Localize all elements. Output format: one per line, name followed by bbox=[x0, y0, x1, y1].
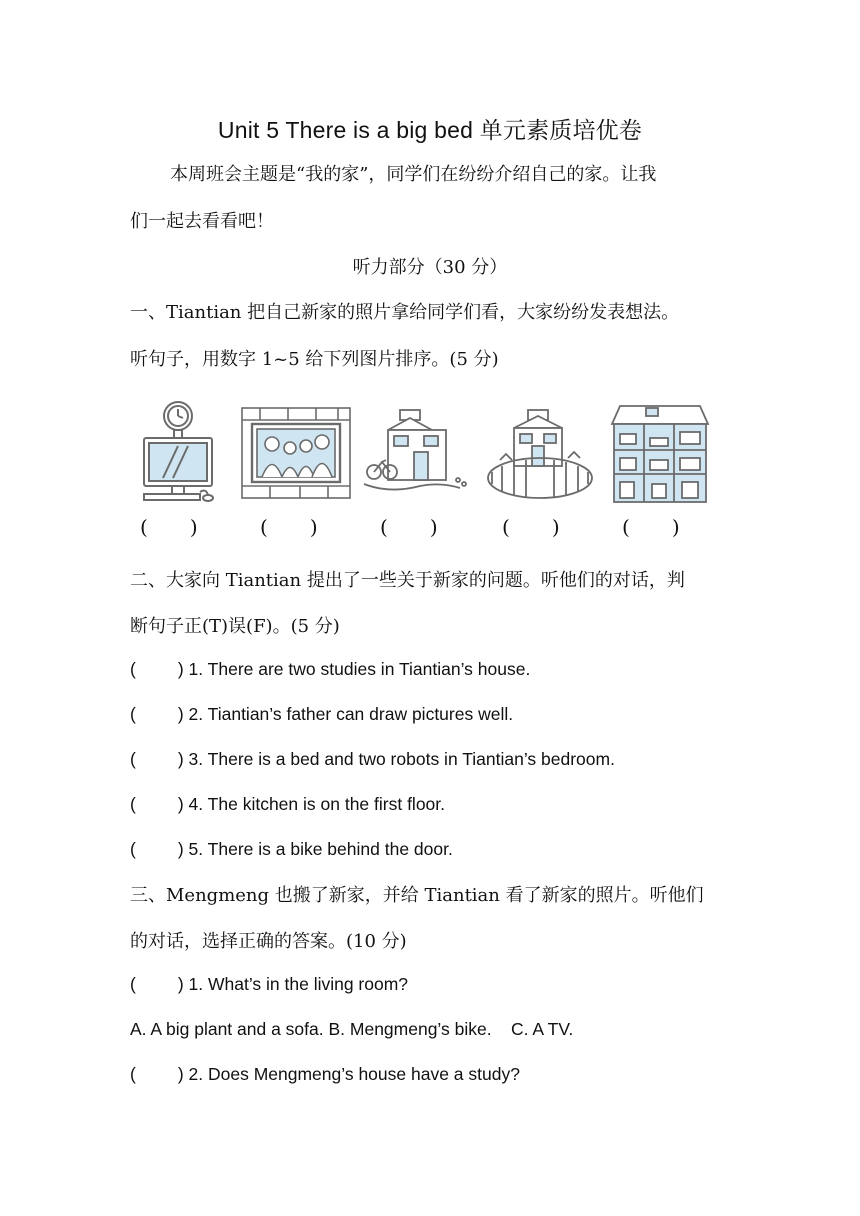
tf-item-1: ( ) 1. There are two studies in Tiantian’s house. bbox=[130, 659, 531, 679]
intro-line-2: 们一起去看看吧！ bbox=[130, 211, 274, 232]
picture-answer-2[interactable]: ( ) bbox=[260, 515, 318, 539]
tf-item-4: ( ) 4. The kitchen is on the first floor. bbox=[130, 794, 446, 814]
mc-question-1-options: A. A big plant and a sofa. B. Mengmeng’s bike. C. A TV. bbox=[130, 1019, 574, 1039]
answer-blank[interactable]: ( ) bbox=[130, 974, 184, 994]
page-title: Unit 5 There is a big bed 单元素质培优卷 bbox=[217, 117, 643, 143]
picture-answer-row bbox=[130, 515, 730, 543]
answer-blank[interactable]: ( ) bbox=[130, 794, 184, 814]
family-photo-icon bbox=[240, 400, 352, 510]
picture-answer-1[interactable]: ( ) bbox=[140, 515, 198, 539]
intro-line-1: 本周班会主题是“我的家”，同学们在纷纷介绍自己的家。让我 bbox=[170, 164, 657, 185]
tf-item-2: ( ) 2. Tiantian’s father can draw pictures well. bbox=[130, 704, 514, 724]
picture-row bbox=[130, 400, 730, 510]
part-heading: 听力部分（30 分） bbox=[352, 257, 508, 278]
answer-blank[interactable]: ( ) bbox=[130, 1064, 184, 1084]
tf-item-5: ( ) 5. There is a bike behind the door. bbox=[130, 839, 453, 859]
answer-blank[interactable]: ( ) bbox=[130, 704, 184, 724]
section3-instruction-1: 三、Mengmeng 也搬了新家，并给 Tiantian 看了新家的照片。听他们 bbox=[130, 885, 704, 906]
section1-instruction-1: 一、Tiantian 把自己新家的照片拿给同学们看，大家纷纷发表想法。 bbox=[130, 302, 680, 323]
house-bike-icon bbox=[360, 400, 470, 510]
computer-clock-icon bbox=[138, 400, 228, 510]
answer-blank[interactable]: ( ) bbox=[130, 749, 184, 769]
dollhouse-icon bbox=[608, 400, 712, 510]
house-fence-icon bbox=[482, 400, 598, 510]
mc-question-1: ( ) 1. What’s in the living room? bbox=[130, 974, 409, 994]
answer-blank[interactable]: ( ) bbox=[130, 839, 184, 859]
answer-blank[interactable]: ( ) bbox=[130, 659, 184, 679]
section2-instruction-1: 二、大家向 Tiantian 提出了一些关于新家的问题。听他们的对话，判 bbox=[130, 570, 685, 591]
section3-instruction-2: 的对话，选择正确的答案。(10 分) bbox=[130, 931, 407, 952]
tf-item-3: ( ) 3. There is a bed and two robots in Tiantian’s bedroom. bbox=[130, 749, 615, 769]
picture-answer-3[interactable]: ( ) bbox=[380, 515, 438, 539]
picture-answer-4[interactable]: ( ) bbox=[502, 515, 560, 539]
picture-answer-5[interactable]: ( ) bbox=[622, 515, 680, 539]
mc-question-2: ( ) 2. Does Mengmeng’s house have a study? bbox=[130, 1064, 520, 1084]
section2-instruction-2: 断句子正(T)误(F)。(5 分) bbox=[130, 616, 340, 637]
section1-instruction-2: 听句子，用数字 1~5 给下列图片排序。(5 分) bbox=[130, 349, 499, 370]
